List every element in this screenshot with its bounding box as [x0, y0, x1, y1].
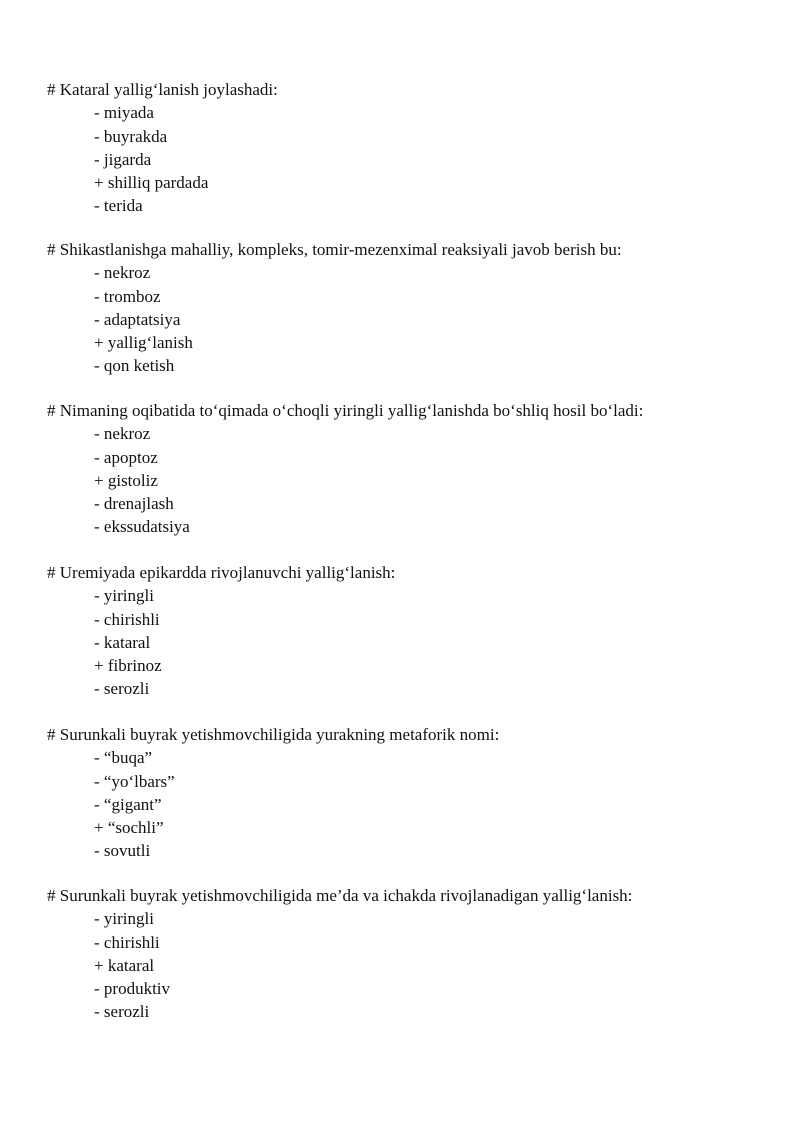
option-text: ekssudatsiya [103, 517, 190, 537]
question-block [47, 238, 787, 378]
answer-option [94, 746, 787, 769]
option-marker: - [94, 1002, 100, 1022]
option-marker: - [94, 632, 100, 652]
question-text: # Uremiyada epikardda rivojlanuvchi yallig‘lanish: [47, 563, 396, 582]
answer-option [94, 422, 787, 445]
option-text: produktiv [103, 979, 171, 999]
option-text: kataral [103, 632, 151, 652]
answer-options [47, 261, 787, 377]
answer-options [47, 422, 787, 538]
option-text: serozli [103, 679, 150, 699]
question-text: # Nimaning oqibatida to‘qimada o‘choqli yiringli yallig‘lanishda bo‘shliq hosil bo‘ladi: [47, 401, 644, 420]
option-text: gistoliz [107, 470, 158, 490]
option-text: chirishli [103, 932, 160, 952]
answer-option [94, 515, 787, 538]
option-text: chirishli [103, 609, 160, 629]
option-marker: - [94, 149, 100, 169]
correct-marker: + [94, 818, 104, 838]
option-marker: - [94, 356, 100, 376]
option-marker: - [94, 286, 100, 306]
answer-option-correct [94, 654, 787, 677]
option-marker: - [94, 679, 100, 699]
answer-options [47, 584, 787, 700]
option-text: shilliq pardada [107, 173, 209, 193]
answer-options [47, 101, 787, 217]
answer-option [94, 584, 787, 607]
option-text: nekroz [103, 263, 151, 283]
answer-option [94, 770, 787, 793]
answer-option [94, 677, 787, 700]
option-marker: - [94, 263, 100, 283]
option-text: jigarda [103, 149, 152, 169]
question-text: # Surunkali buyrak yetishmovchiligida me’da va ichakda rivojlanadigan yallig‘lanish: [47, 886, 633, 905]
option-text: buyrakda [103, 126, 168, 146]
option-marker: - [94, 424, 100, 444]
question-block [47, 723, 787, 863]
option-text: “yo‘lbars” [103, 771, 175, 791]
option-marker: - [94, 103, 100, 123]
option-text: adaptatsiya [103, 309, 181, 329]
option-marker: - [94, 909, 100, 929]
option-marker: - [94, 447, 100, 467]
option-text: “gigant” [103, 794, 162, 814]
option-text: fibrinoz [107, 656, 162, 676]
option-text: yallig‘lanish [107, 333, 193, 353]
option-marker: - [94, 609, 100, 629]
option-marker: - [94, 494, 100, 514]
answer-option-correct [94, 469, 787, 492]
answer-option [94, 631, 787, 654]
option-text: sovutli [103, 841, 151, 861]
answer-option [94, 285, 787, 308]
answer-option [94, 354, 787, 377]
option-text: yiringli [103, 909, 154, 929]
option-text: apoptoz [103, 447, 158, 467]
question-text: # Kataral yallig‘lanish joylashadi: [47, 80, 278, 99]
option-text: drenajlash [103, 494, 174, 514]
answer-option [94, 492, 787, 515]
correct-marker: + [94, 955, 104, 975]
option-text: miyada [103, 103, 154, 123]
correct-marker: + [94, 173, 104, 193]
option-text: nekroz [103, 424, 151, 444]
option-text: serozli [103, 1002, 150, 1022]
option-text: terida [103, 196, 143, 216]
answer-options [47, 907, 787, 1023]
option-marker: - [94, 196, 100, 216]
option-text: “buqa” [103, 748, 153, 768]
answer-option [94, 977, 787, 1000]
correct-marker: + [94, 656, 104, 676]
question-block [47, 399, 787, 539]
answer-option [94, 125, 787, 148]
answer-option-correct [94, 816, 787, 839]
option-marker: - [94, 309, 100, 329]
question-block [47, 78, 787, 218]
option-marker: - [94, 979, 100, 999]
option-marker: - [94, 517, 100, 537]
answer-option [94, 148, 787, 171]
answer-option [94, 608, 787, 631]
option-marker: - [94, 126, 100, 146]
answer-option-correct [94, 954, 787, 977]
answer-option [94, 931, 787, 954]
question-text: # Surunkali buyrak yetishmovchiligida yurakning metaforik nomi: [47, 725, 500, 744]
answer-option [94, 194, 787, 217]
answer-option [94, 261, 787, 284]
answer-option [94, 907, 787, 930]
option-text: “sochli” [107, 818, 164, 838]
correct-marker: + [94, 470, 104, 490]
option-text: qon ketish [103, 356, 175, 376]
answer-option [94, 1000, 787, 1023]
answer-option [94, 308, 787, 331]
answer-option [94, 101, 787, 124]
question-text: # Shikastlanishga mahalliy, kompleks, tomir-mezenximal reaksiyali javob berish bu: [47, 240, 622, 259]
option-marker: - [94, 794, 100, 814]
option-marker: - [94, 841, 100, 861]
option-marker: - [94, 586, 100, 606]
correct-marker: + [94, 333, 104, 353]
option-text: yiringli [103, 586, 154, 606]
option-text: kataral [107, 955, 155, 975]
answer-option-correct [94, 331, 787, 354]
answer-option-correct [94, 171, 787, 194]
question-block [47, 561, 787, 701]
answer-options [47, 746, 787, 862]
answer-option [94, 839, 787, 862]
answer-option [94, 793, 787, 816]
option-marker: - [94, 932, 100, 952]
option-marker: - [94, 771, 100, 791]
option-marker: - [94, 748, 100, 768]
answer-option [94, 446, 787, 469]
option-text: tromboz [103, 286, 161, 306]
question-block [47, 884, 787, 1024]
